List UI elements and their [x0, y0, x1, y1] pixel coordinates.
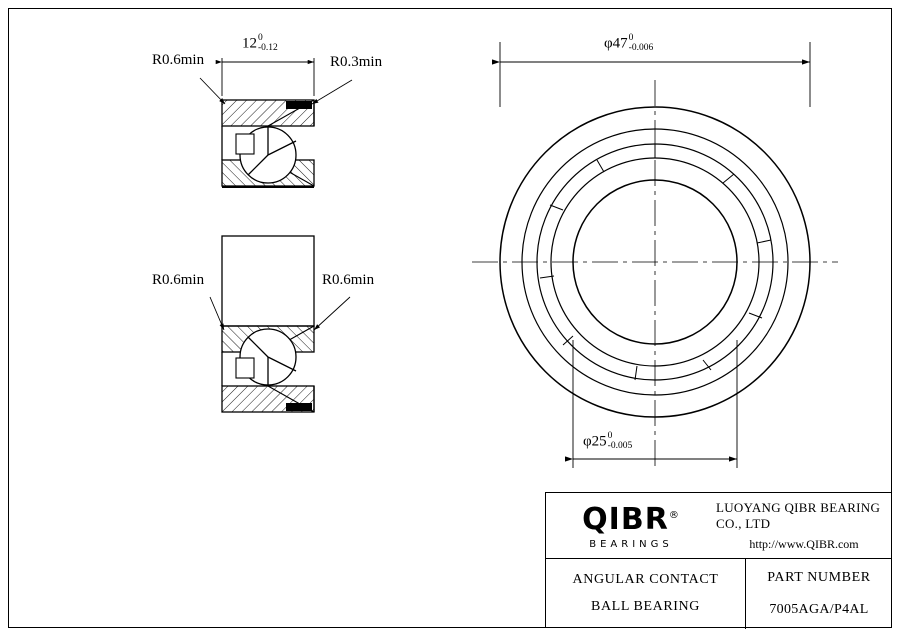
od-lower-tol: -0.006: [628, 42, 654, 53]
width-upper-tol: 0: [258, 33, 263, 43]
label-r03min-top-right: R0.3min: [330, 54, 383, 70]
part-number-cell: [746, 559, 892, 629]
label-r06min-bottom-left: R0.6min: [152, 272, 205, 288]
logo-brand-text: QIBR: [582, 501, 669, 537]
width-lower-tol: -0.12: [258, 42, 278, 53]
section-view: [222, 100, 314, 412]
bore-lower-tol: -0.005: [607, 440, 633, 451]
product-line-1: ANGULAR CONTACT: [572, 572, 719, 588]
width-dimension-text: [242, 34, 278, 53]
bore-value: 25: [591, 433, 607, 450]
logo-brand: [582, 502, 680, 537]
title-block-header-row: [546, 493, 892, 559]
front-view: [472, 80, 838, 470]
bore-symbol: φ: [583, 433, 592, 450]
bore-diameter-text: [583, 432, 632, 451]
company-name: LUOYANG QIBR BEARING CO., LTD: [716, 499, 881, 531]
company-info: [716, 500, 892, 552]
company-logo: [546, 502, 716, 550]
od-upper-tol: 0: [628, 33, 634, 43]
bore-upper-tol: 0: [607, 431, 613, 441]
width-value: 12: [242, 35, 257, 52]
outer-diameter-text: [604, 34, 653, 53]
registered-mark: ®: [668, 509, 680, 521]
company-website[interactable]: http://www.QIBR.com: [749, 536, 859, 551]
width-dimension: [222, 58, 314, 96]
title-block-detail-row: [546, 559, 892, 629]
logo-tagline: BEARINGS: [589, 538, 673, 550]
label-r06min-bottom-right: R0.6min: [322, 272, 375, 288]
product-line-2: BALL BEARING: [591, 599, 700, 614]
part-number-header: PART NUMBER: [767, 570, 871, 585]
title-block: [545, 492, 892, 628]
part-number-value: 7005AGA/P4AL: [769, 602, 869, 617]
od-symbol: φ: [604, 35, 613, 52]
label-r06min-top-left: R0.6min: [152, 52, 205, 68]
product-description: [546, 559, 746, 629]
od-value: 47: [612, 35, 628, 52]
